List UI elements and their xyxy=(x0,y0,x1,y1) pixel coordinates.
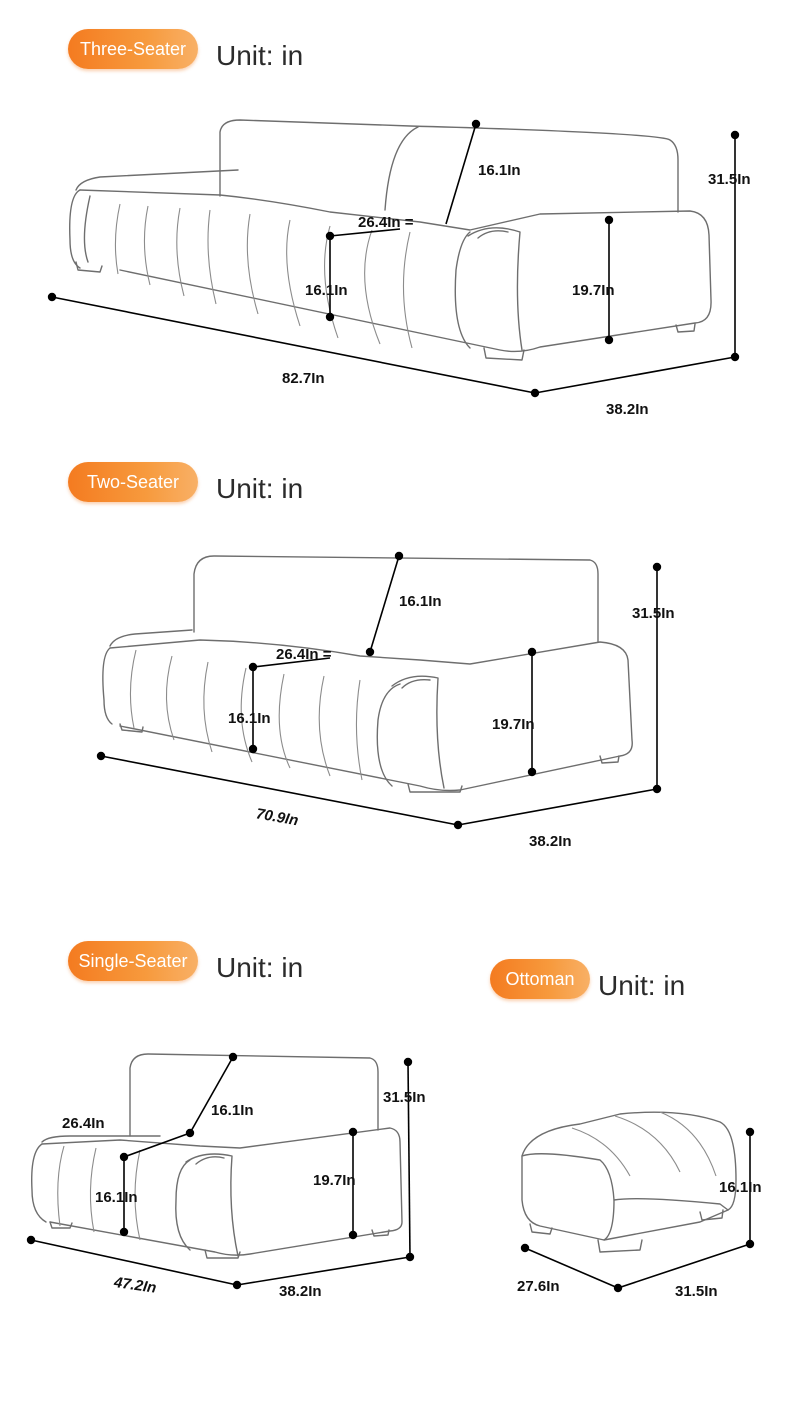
three-seater-depth-label: 38.2In xyxy=(606,401,649,418)
ottoman-depth-label: 31.5In xyxy=(675,1283,718,1300)
ottoman-height-label: 16.1In xyxy=(719,1179,762,1196)
three-seater-width-gap-label: 26.4In = xyxy=(358,214,414,231)
ottoman-unit: Unit: in xyxy=(598,970,686,1001)
three-seater-dimensions xyxy=(48,120,751,418)
two-seater-seat-depth-label: 16.1In xyxy=(399,593,442,610)
two-seater-seat-height-label: 16.1In xyxy=(228,710,271,727)
three-seater-sofa-drawing xyxy=(70,120,711,360)
ottoman-tag: Ottoman xyxy=(490,959,590,999)
single-seater-depth-label: 38.2In xyxy=(279,1283,322,1300)
three-seater-seat-height-label: 16.1In xyxy=(305,282,348,299)
ottoman-drawing xyxy=(522,1112,736,1252)
single-seater-height-label: 31.5In xyxy=(383,1089,426,1106)
ottoman-length-label: 27.6In xyxy=(517,1278,560,1295)
three-seater-tag: Three-Seater xyxy=(68,29,198,69)
two-seater-depth-label: 38.2In xyxy=(529,833,572,850)
single-seater-seat-height-label: 16.1In xyxy=(95,1189,138,1206)
single-seater-tag: Single-Seater xyxy=(68,941,198,981)
two-seater-tag: Two-Seater xyxy=(68,462,198,502)
two-seater-arm-height-label: 19.7In xyxy=(492,716,535,733)
two-seater-height-label: 31.5In xyxy=(632,605,675,622)
single-seater-arm-height-label: 19.7In xyxy=(313,1172,356,1189)
three-seater-unit: Unit: in xyxy=(216,40,304,71)
three-seater-length-label: 82.7In xyxy=(282,370,325,387)
three-seater-seat-depth-label: 16.1In xyxy=(478,162,521,179)
two-seater-unit: Unit: in xyxy=(216,473,304,504)
two-seater-length-label: 70.9In xyxy=(254,805,300,830)
three-seater-arm-height-label: 19.7In xyxy=(572,282,615,299)
single-seater-width-gap-label: 26.4In xyxy=(62,1115,105,1132)
single-seater-seat-depth-label: 16.1In xyxy=(211,1102,254,1119)
single-seater-dimensions xyxy=(27,1053,426,1300)
two-seater-width-gap-label: 26.4In = xyxy=(276,646,332,663)
single-seater-unit: Unit: in xyxy=(216,952,304,983)
three-seater-height-label: 31.5In xyxy=(708,171,751,188)
two-seater-sofa-drawing xyxy=(103,556,632,792)
two-seater-dimensions xyxy=(97,552,675,850)
single-seater-length-label: 47.2In xyxy=(112,1274,158,1297)
